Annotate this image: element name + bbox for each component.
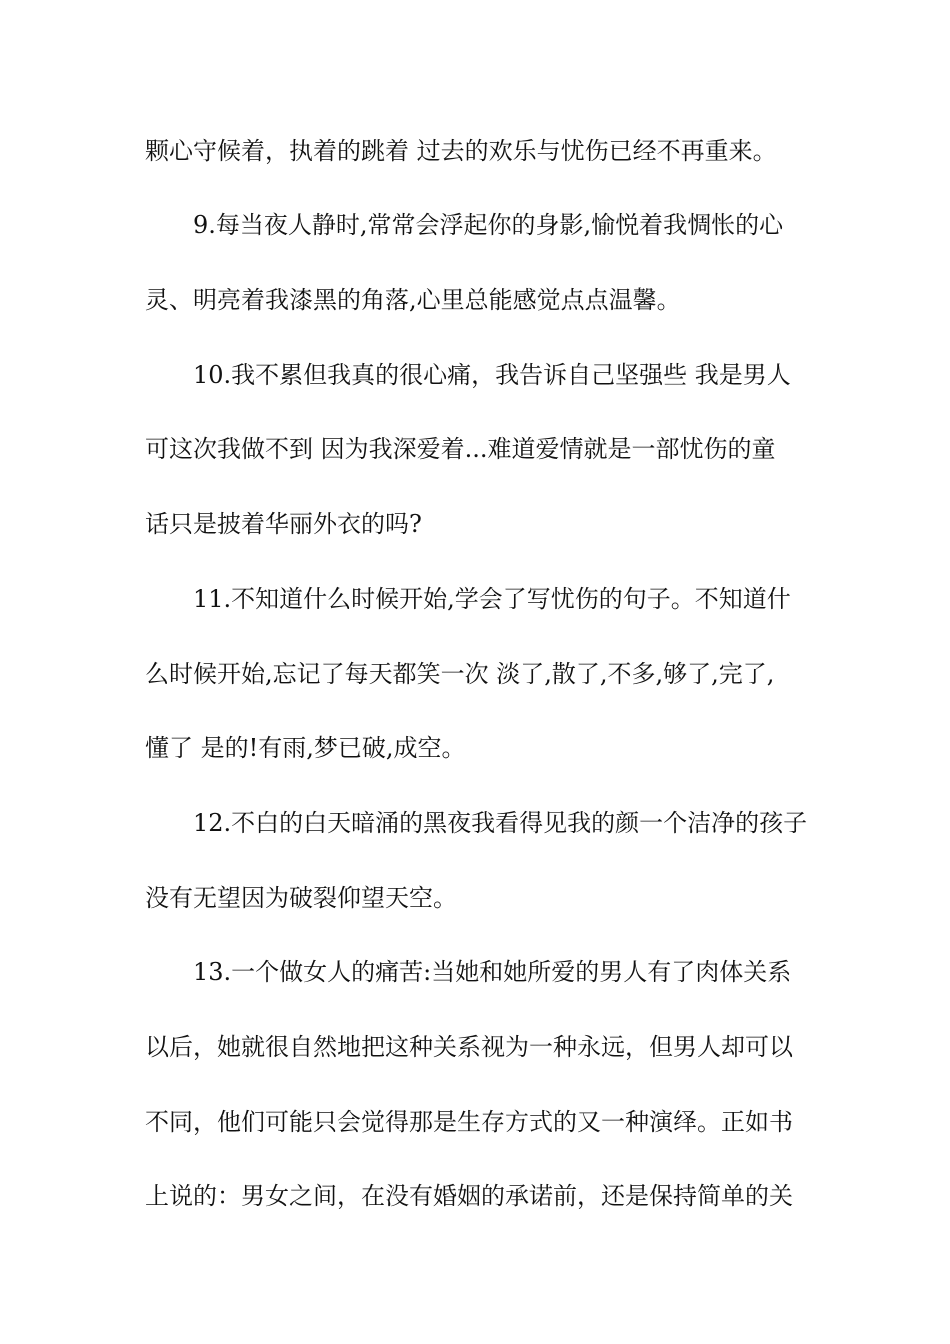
paragraph-10-line-2: 可这次我做不到 因为我深爱着...难道爱情就是一部忧伤的童 [145,435,776,463]
paragraph-11-line-2: 么时候开始,忘记了每天都笑一次 淡了,散了,不多,够了,完了, [145,660,775,688]
paragraph-13-line-3: 不同，他们可能只会觉得那是生存方式的又一种演绎。正如书 [145,1108,793,1136]
paragraph-13-line-4: 上说的：男女之间，在没有婚姻的承诺前，还是保持简单的关 [145,1182,793,1210]
paragraph-12-line-2: 没有无望因为破裂仰望天空。 [145,884,457,912]
paragraph-11-line-1: 11.不知道什么时候开始,学会了写忧伤的句子。不知道什 [193,585,791,613]
paragraph-9-line-1: 9.每当夜人静时,常常会浮起你的身影,愉悦着我惆怅的心 [193,211,784,239]
paragraph-10-line-1: 10.我不累但我真的很心痛，我告诉自己坚强些 我是男人 [193,361,791,389]
paragraph-12-line-1: 12.不白的白天暗涌的黑夜我看得见我的颜一个洁净的孩子 [193,809,808,837]
text-line: 颗心守候着，执着的跳着 过去的欢乐与忧伤已经不再重来。 [145,137,777,165]
paragraph-13-line-2: 以后，她就很自然地把这种关系视为一种永远，但男人却可以 [145,1033,793,1061]
paragraph-9-line-2: 灵、明亮着我漆黑的角落,心里总能感觉点点温馨。 [145,286,681,314]
paragraph-11-line-3: 懂了 是的!有雨,梦已破,成空。 [145,734,466,762]
paragraph-13-line-1: 13.一个做女人的痛苦:当她和她所爱的男人有了肉体关系 [193,958,792,986]
paragraph-10-line-3: 话只是披着华丽外衣的吗? [145,510,422,538]
